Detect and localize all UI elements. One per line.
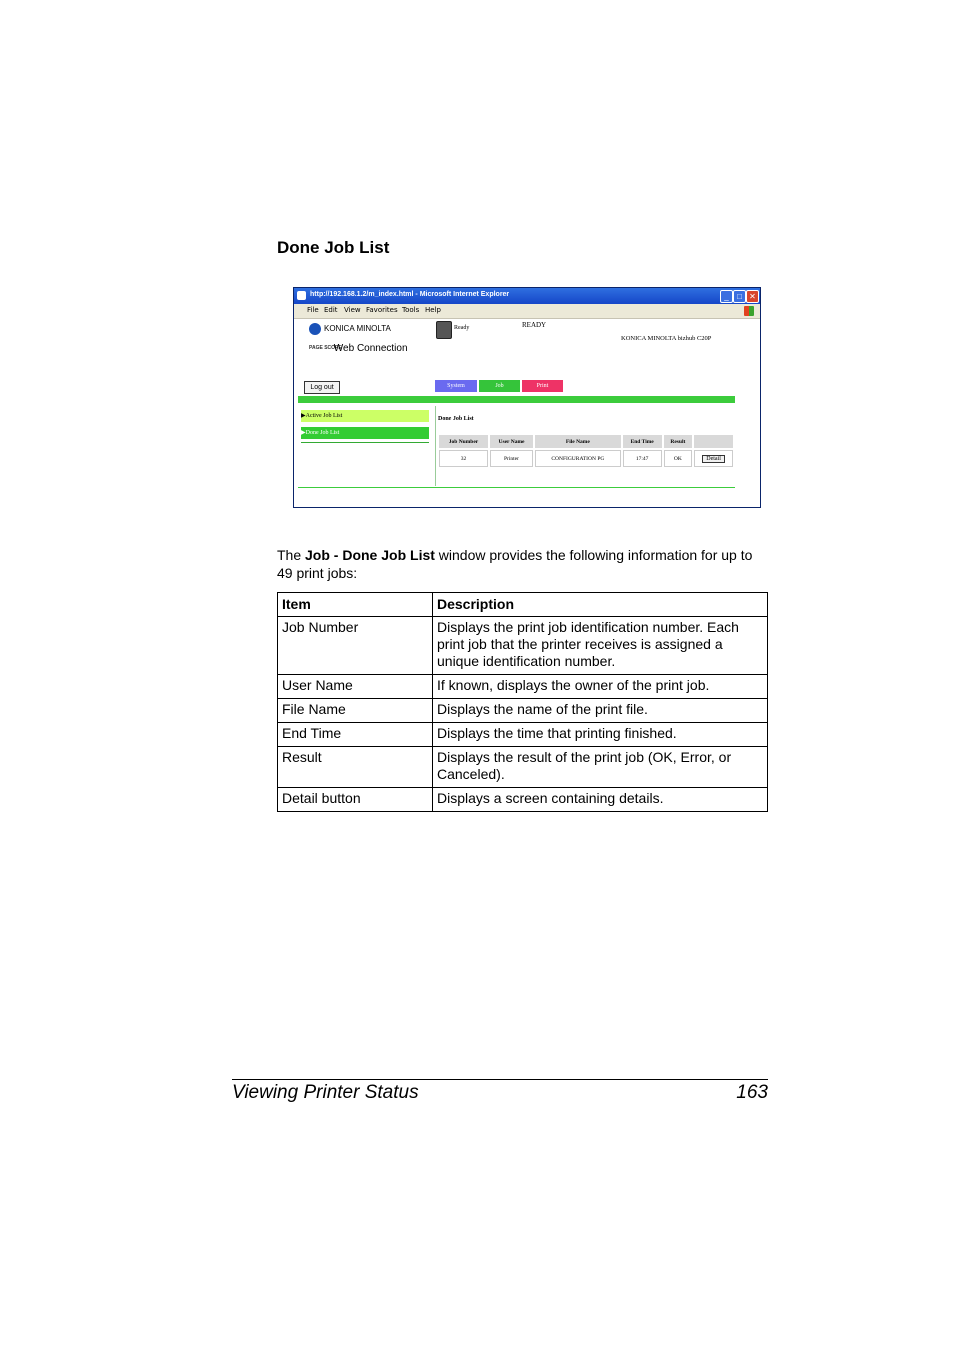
tab-job[interactable]: Job (479, 380, 520, 392)
ie-icon (297, 291, 306, 300)
cell-job-number: 32 (439, 450, 488, 467)
cell-user-name: Printer (490, 450, 533, 467)
sidebar-item-label: Done Job List (305, 430, 340, 436)
konica-minolta-logo (309, 323, 391, 335)
table-row (278, 675, 768, 699)
printer-icon (436, 321, 452, 339)
web-connection-logo (309, 343, 408, 354)
brand-text: KONICA MINOLTA (324, 324, 391, 334)
item-cell: File Name (278, 699, 433, 723)
web-content (296, 319, 758, 505)
intro-bold: Job - Done Job List (305, 547, 435, 563)
logout-button[interactable]: Log out (304, 381, 340, 394)
close-icon[interactable]: ✕ (746, 290, 759, 303)
cell-detail (694, 450, 733, 467)
description-cell: Displays the name of the print file. (433, 699, 768, 723)
intro-paragraph (277, 546, 768, 582)
item-cell: Job Number (278, 617, 433, 675)
table-row (278, 617, 768, 675)
window-title: http://192.168.1.2/m_index.html - Microsoft Internet Explorer (310, 291, 510, 298)
intro-suffix: window provides the following information for up to 49 print jobs: (277, 547, 753, 581)
pagescope-mark: PAGE SCOPE (309, 344, 342, 351)
description-cell: Displays the print job identification number. Each print job that the printer receives is assigned a unique identification number. (433, 617, 768, 675)
item-cell: Result (278, 747, 433, 788)
description-cell: Displays the result of the print job (OK, Error, or Canceled). (433, 747, 768, 788)
arrow-right-icon: ▶ (301, 430, 306, 436)
table-row (278, 747, 768, 788)
col-end-time: End Time (623, 435, 662, 448)
sidebar-item-done-job-list[interactable] (301, 427, 429, 439)
printer-model: KONICA MINOLTA bizhub C20P (621, 335, 712, 342)
header-item: Item (278, 593, 433, 617)
footer-divider (298, 487, 735, 488)
sidebar-item-label: Active Job List (305, 413, 343, 419)
menu-edit[interactable]: Edit (324, 306, 338, 314)
menu-tools[interactable]: Tools (402, 306, 420, 314)
header-divider (298, 396, 735, 403)
page-title: Done Job List (438, 416, 474, 422)
menu-view[interactable]: View (344, 306, 361, 314)
table-row (278, 723, 768, 747)
items-table (277, 592, 768, 812)
sidebar-item-active-job-list[interactable] (301, 410, 429, 422)
vertical-divider (435, 406, 436, 486)
table-row (278, 788, 768, 812)
detail-button[interactable]: Detail (702, 455, 725, 463)
cell-file-name: CONFIGURATION PG (535, 450, 621, 467)
item-cell: Detail button (278, 788, 433, 812)
description-cell: Displays a screen containing details. (433, 788, 768, 812)
done-job-table (437, 433, 735, 469)
menu-help[interactable]: Help (425, 306, 441, 314)
item-cell: User Name (278, 675, 433, 699)
maximize-icon[interactable]: □ (733, 290, 746, 303)
footer-title: Viewing Printer Status (232, 1082, 419, 1103)
col-result: Result (664, 435, 693, 448)
menu-bar (294, 304, 760, 319)
page-number: 163 (736, 1082, 768, 1103)
web-connection-text: Web Connection (333, 343, 408, 354)
col-file-name: File Name (535, 435, 621, 448)
item-cell: End Time (278, 723, 433, 747)
description-cell: Displays the time that printing finished. (433, 723, 768, 747)
minimize-icon[interactable]: _ (720, 290, 733, 303)
footer-rule (232, 1079, 768, 1080)
tab-print[interactable]: Print (522, 380, 563, 392)
table-header-row (278, 593, 768, 617)
section-title: Done Job List (277, 238, 390, 257)
title-bar (294, 288, 760, 304)
table-header-row (439, 435, 733, 448)
cell-end-time: 17:47 (623, 450, 662, 467)
globe-icon (309, 323, 321, 335)
col-user-name: User Name (490, 435, 533, 448)
browser-screenshot (293, 287, 761, 508)
menu-favorites[interactable]: Favorites (366, 306, 398, 314)
description-cell: If known, displays the owner of the print job. (433, 675, 768, 699)
menu-file[interactable]: File (307, 306, 319, 314)
arrow-right-icon: ▶ (301, 413, 306, 419)
col-job-number: Job Number (439, 435, 488, 448)
tab-system[interactable]: System (435, 380, 477, 392)
table-row (278, 699, 768, 723)
sidebar-divider (301, 442, 429, 443)
ready-status-small: Ready (454, 325, 470, 331)
intro-prefix: The (277, 547, 306, 563)
col-detail (694, 435, 733, 448)
ready-status: READY (522, 321, 547, 329)
header-description: Description (433, 593, 768, 617)
cell-result: OK (664, 450, 693, 467)
windows-flag-icon (744, 306, 754, 316)
table-row (439, 450, 733, 467)
